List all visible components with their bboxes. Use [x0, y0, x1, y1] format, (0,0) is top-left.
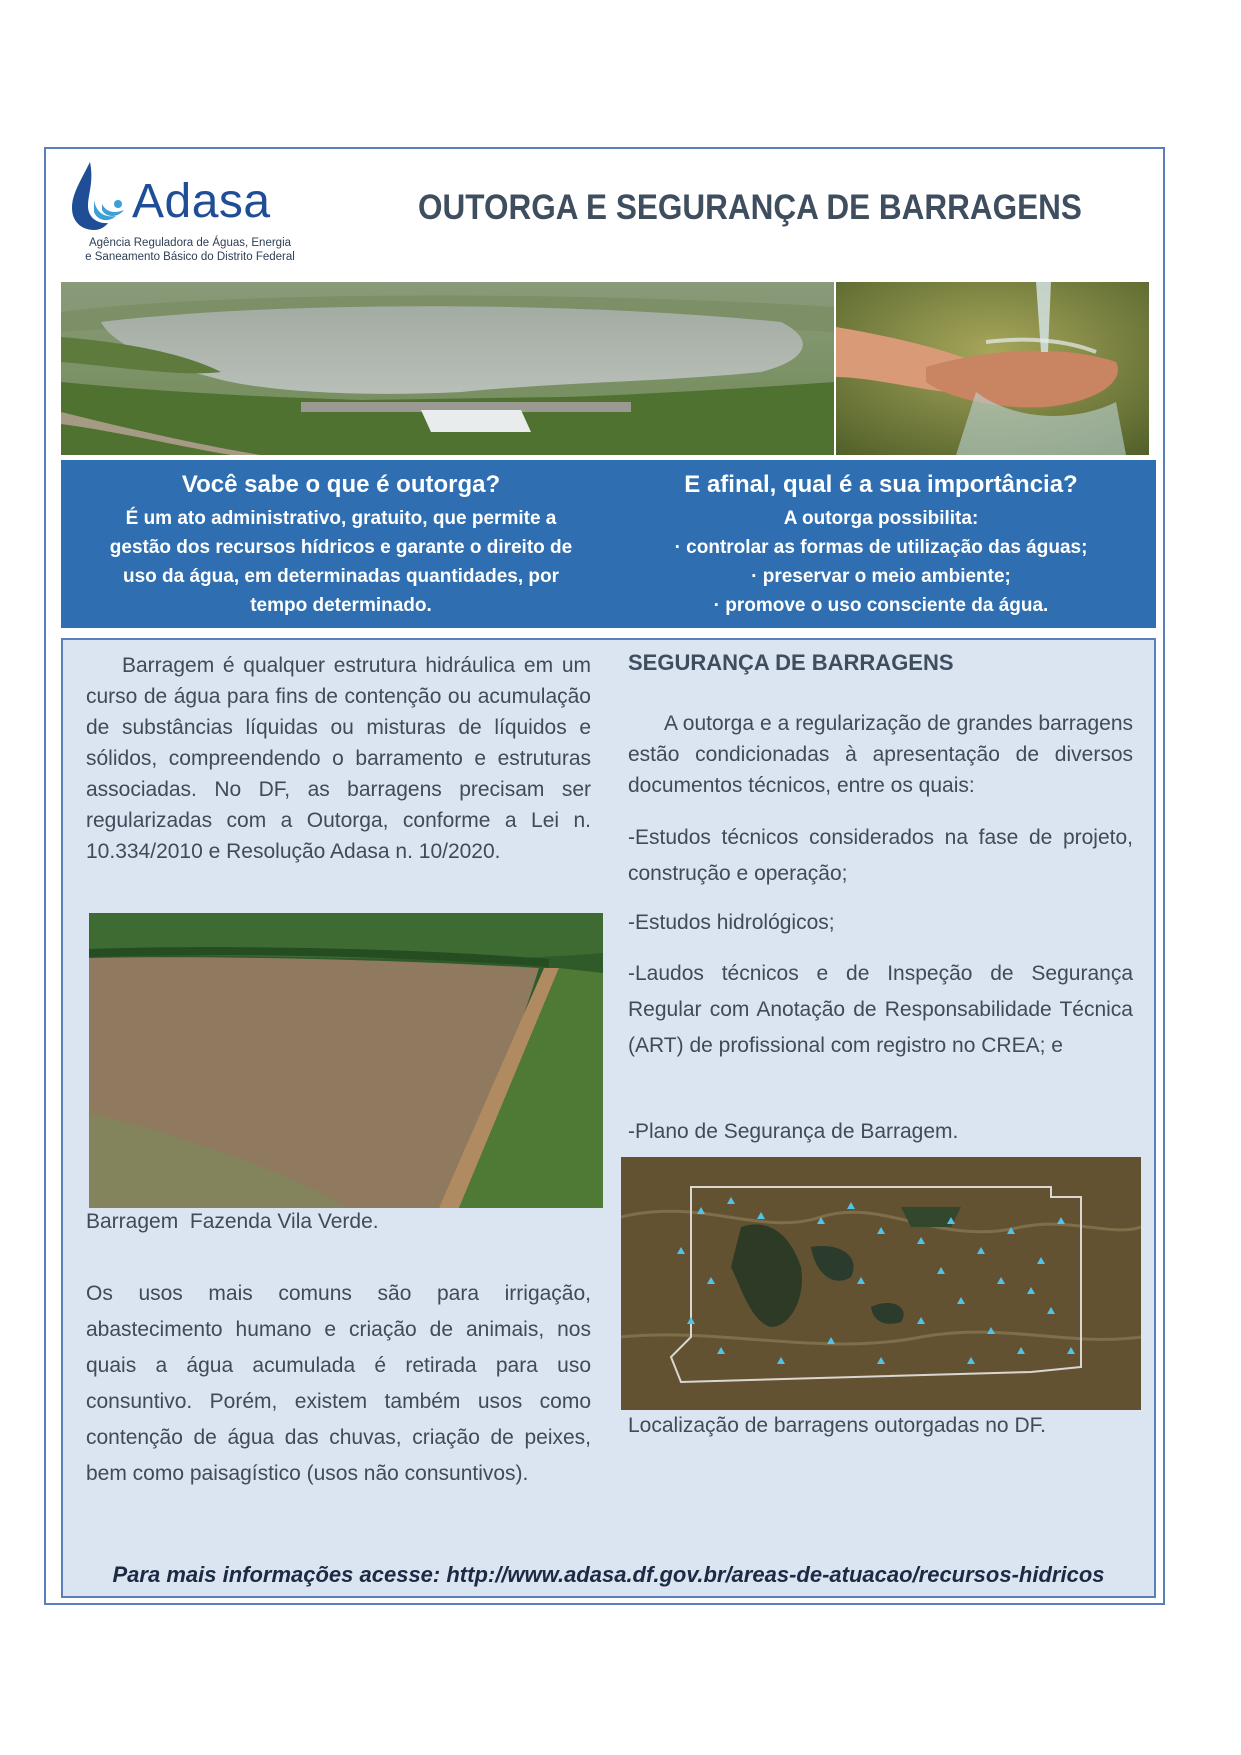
requirement-item: -Laudos técnicos e de Inspeção de Segurança Regular com Anotação de Responsabilidade Técnica (ART) de profissional com registro no CREA; e	[628, 962, 1133, 1057]
logo-subtitle-line2: e Saneamento Básico do Distrito Federal	[85, 251, 295, 263]
hands-water-photo	[836, 282, 1149, 455]
map-caption: Localização de barragens outorgadas no DF.	[628, 1414, 1046, 1437]
outorga-banner	[61, 460, 1156, 628]
logo-subtitle	[70, 236, 310, 264]
dam-photo-caption: Barragem Fazenda Vila Verde.	[86, 1210, 379, 1233]
logo-wordmark: Adasa	[132, 175, 271, 228]
fazenda-vila-verde-photo	[89, 913, 603, 1208]
requirement-item: -Plano de Segurança de Barragem.	[628, 1120, 959, 1143]
banner-right-line: · promove o uso consciente da água.	[713, 595, 1049, 616]
banner-right-line: · preservar o meio ambiente;	[751, 566, 1011, 587]
banner-left-line: É um ato administrativo, gratuito, que permite a	[125, 508, 557, 529]
page-title: OUTORGA E SEGURANÇA DE BARRAGENS	[418, 188, 1082, 227]
banner-right-line: · controlar as formas de utilização das águas;	[674, 537, 1088, 558]
section-title: SEGURANÇA DE BARRAGENS	[628, 650, 954, 675]
safety-paragraph: A outorga e a regularização de grandes barragens estão condicionadas à apresentação de diversos documentos técnicos, entre os quais:	[628, 712, 1133, 797]
intro-paragraph: Barragem é qualquer estrutura hidráulica em um curso de água para fins de contenção ou acumulação de substâncias líquidas ou misturas de líquidos e sólidos, compreendendo o barramento e estruturas associadas. No DF, as barragens precisam ser regularizadas com a Outorga, conforme a Lei n. 10.334/2010 e Resolução Adasa n. 10/2020.	[86, 654, 591, 863]
water-drop-logo-icon	[70, 160, 132, 232]
banner-left-line: tempo determinado.	[250, 595, 432, 616]
requirement-item: -Estudos hidrológicos;	[628, 911, 835, 934]
more-info-link[interactable]: Para mais informações acesse: http://www.adasa.df.gov.br/areas-de-atuacao/recursos-hidricos	[112, 1562, 1105, 1587]
logo-subtitle-line1: Agência Reguladora de Águas, Energia	[88, 237, 292, 249]
banner-left-line: uso da água, em determinadas quantidades, por	[122, 566, 560, 587]
requirement-item: -Estudos técnicos considerados na fase de projeto, construção e operação;	[628, 826, 1133, 885]
banner-left-heading: Você sabe o que é outorga?	[181, 471, 501, 498]
banner-left-line: gestão dos recursos hídricos e garante o direito de	[109, 537, 573, 558]
banner-right-heading: E afinal, qual é a sua importância?	[684, 471, 1078, 498]
adasa-logo	[70, 160, 310, 270]
uses-paragraph: Os usos mais comuns são para irrigação, abastecimento humano e criação de animais, nos quais a água acumulada é retirada para uso consuntivo. Porém, existem também usos como contenção de água das chuvas, criação de peixes, bem como paisagístico (usos não consuntivos).	[86, 1282, 591, 1485]
dams-location-map	[621, 1157, 1141, 1410]
banner-right-column	[621, 470, 1141, 620]
banner-right-line: A outorga possibilita:	[783, 508, 979, 529]
dam-aerial-photo	[61, 282, 834, 455]
banner-left-column	[81, 470, 601, 620]
